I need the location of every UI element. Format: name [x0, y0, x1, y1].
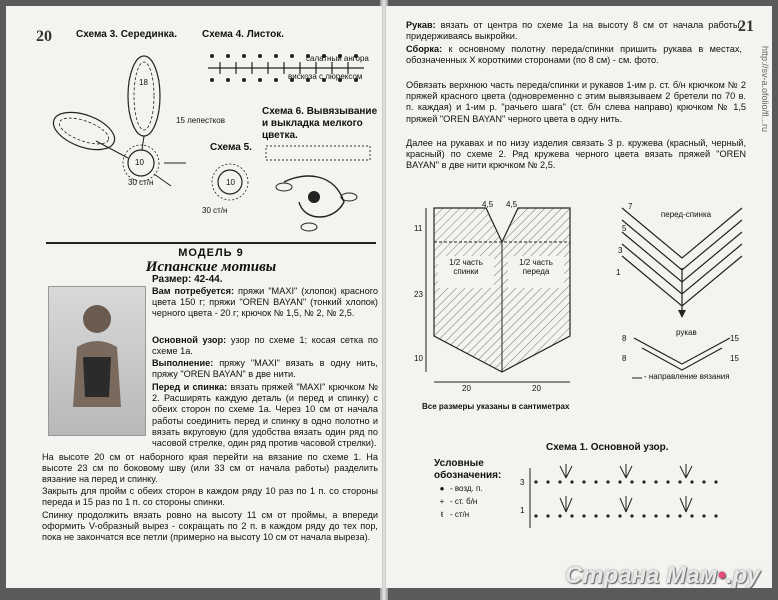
- stitch-t-icon: ŧ: [440, 510, 444, 519]
- assembly-block: [406, 44, 742, 66]
- plus-icon: +: [439, 497, 445, 506]
- pattern-width-right: 20: [532, 384, 541, 393]
- scheme6-title: Схема 6. Вывязывание и выкладка мелкого цветка.: [262, 106, 378, 141]
- scheme1-row-1: 1: [520, 506, 525, 515]
- model-number: МОДЕЛЬ 9: [178, 247, 244, 259]
- sleeve-diagram-label: рукав: [676, 328, 697, 337]
- model-photo: [48, 286, 146, 436]
- left-page: [6, 6, 382, 588]
- front-label: Перед и спинка:: [152, 382, 228, 392]
- need-text: пряжи "MAXI" (хлопок) красного цвета 150 г; пряжи "OREN BAYAN" (тонкий хлопок) черного цвета - 20 г; крючок № 1,5, № 2, № 2,5.: [152, 286, 378, 319]
- sleeve-text: вязать от центра по схеме 1а на высоту 8 см от начала работы, придерживаясь выкройки.: [406, 20, 742, 42]
- pattern-label: Основной узор:: [152, 335, 227, 345]
- diag-num-3: 3: [618, 246, 623, 255]
- front-back-label: перед-спинка: [660, 210, 712, 219]
- sleeve-num-left-top: 8: [622, 334, 627, 343]
- knitting-direction-diagram: [612, 198, 762, 388]
- page-number-right: 21: [738, 18, 754, 35]
- scheme4-label-viscose: вискоза с люрексом: [288, 72, 363, 81]
- execution-block: [152, 358, 378, 380]
- model-name: Испанские мотивы: [145, 259, 277, 275]
- right-paragraph-2: Далее на рукавах и по низу изделия связать 3 р. кружева (красный, черный, красный) по схеме 2. Ряд кружева черного цвета вязать пряжей "OREN BAYAN" в две нити крючком № 2,5.: [406, 138, 746, 171]
- pattern-front-label: 1/2 часть переда: [519, 258, 553, 276]
- dot-icon: ●: [439, 484, 445, 493]
- sleeve-label: Рукав:: [406, 20, 436, 30]
- legend-item-dc: ŧ - ст/н: [434, 508, 483, 521]
- pattern-top-left: 4,5: [482, 200, 494, 209]
- scheme4-title: Схема 4. Листок.: [202, 29, 285, 40]
- assembly-text: к основному полотну переда/спинки пришить рукава в местах, обозначенных Х короткими сторонами (по 8 см) - см. фото.: [406, 44, 742, 66]
- sizes-note: Все размеры указаны в сантиметрах: [422, 402, 570, 411]
- pattern-width-left: 20: [462, 384, 471, 393]
- model-header: [46, 242, 376, 276]
- scheme3-ring: 30 ст/н: [128, 178, 154, 187]
- pattern-block: [152, 335, 378, 357]
- sleeve-num-left-bottom: 8: [622, 354, 627, 363]
- scheme3-title: Схема 3. Серединка.: [76, 29, 178, 40]
- scheme6-diagram: [264, 142, 376, 242]
- right-page: [386, 6, 772, 588]
- need-label: Вам потребуется:: [152, 286, 235, 296]
- right-paragraph-1: Обвязать верхнюю часть переда/спинки и рукавов 1-им р. ст. б/н крючком № 2 пряжей красного цвета (одновременно с этим вывязываем 2 бретели по 70 в. п. каждая) и 1-им р. "рачьего шага" (ст. б/н слева направо) крючком № 1,5 пряжей "OREN BAYAN" черного цвета в одну нить.: [406, 80, 746, 124]
- page-number-left: 20: [36, 28, 52, 45]
- materials-block: [152, 286, 378, 320]
- pattern-h23: 23: [414, 290, 423, 299]
- pattern-text: узор по схеме 1; косая сетка по схеме 1а.: [152, 335, 378, 357]
- pattern-top-right: 4,5: [506, 200, 518, 209]
- legend-title: Условные обозначения:: [434, 458, 502, 481]
- diag-num-1: 1: [616, 268, 621, 277]
- scheme4-label-angora: салатный ангора: [306, 54, 369, 63]
- pattern-h11: 11: [414, 224, 423, 233]
- paragraph-2: Закрыть для пройм с обеих сторон в каждом ряду 10 раз по 1 п. со стороны переда и 15 раз по 1 п. со стороны спинки.: [42, 486, 378, 508]
- sleeve-num-right-top: 15: [730, 334, 739, 343]
- paragraph-1: На высоте 20 см от наборного края перейти на вязание по схеме 1. На высоте 23 см по боковому шву (или 33 см от начала работы) разделить вязание на перед и спинку.: [42, 452, 378, 485]
- sleeve-num-right-bottom: 15: [730, 354, 739, 363]
- scheme1-title: Схема 1. Основной узор.: [546, 442, 669, 453]
- watermark: Страна Мам•.ру: [564, 562, 760, 589]
- garment-pattern-diagram: [404, 196, 594, 396]
- scheme3-petals: 15 лепестков: [176, 116, 225, 125]
- woman-figure-icon: [49, 287, 145, 435]
- scheme1-diagram: [526, 458, 736, 538]
- assembly-label: Сборка:: [406, 44, 443, 54]
- front-back-block: [152, 382, 378, 449]
- diag-num-7: 7: [628, 202, 633, 211]
- legend-item-chain: ● - возд. п.: [434, 482, 483, 495]
- pattern-back-label: 1/2 часть спинки: [449, 258, 483, 276]
- sleeve-block: [406, 20, 742, 42]
- scheme3-left-num: 18: [139, 78, 148, 87]
- scheme5-title: Схема 5.: [210, 142, 252, 153]
- side-url: http://sv-a.ofolio/fl...ru: [760, 46, 770, 133]
- legend-item-sc: + - ст. б/н: [434, 495, 483, 508]
- scheme5-ring: 30 ст/н: [202, 206, 228, 215]
- paragraph-3: Спинку продолжить вязать ровно на высоту 11 см от проймы, а впереди оформить V-образный вырез - сокращать по 2 п. в каждом ряду до тех пор, пока не закончатся все петли (примерно на высоту 10 см от начала выреза).: [42, 510, 378, 543]
- scheme3-center-num: 10: [135, 158, 144, 167]
- exec-label: Выполнение:: [152, 358, 214, 368]
- legend-list: [434, 482, 483, 521]
- exec-text: пряжу "MAXI" вязать в одну нить, пряжу "OREN BAYAN" в две нити.: [152, 358, 378, 380]
- diag-num-5: 5: [622, 224, 627, 233]
- pattern-h10: 10: [414, 354, 423, 363]
- scheme5-num: 10: [226, 178, 235, 187]
- front-text: вязать пряжей "MAXI" крючком № 2. Расширять каждую деталь (и перед и спинку) с обеих сторон по схеме 1а. Через 10 см от начала работы соединить перед и спинку в одно полотно и вязать вкруговую (для удобства вязать один ряд по часовой стрелке, один ряд против часовой стрелки).: [152, 382, 378, 449]
- direction-label: - направление вязания: [644, 372, 730, 381]
- size-label: Размер: 42-44.: [152, 274, 223, 285]
- scheme1-row-3: 3: [520, 478, 525, 487]
